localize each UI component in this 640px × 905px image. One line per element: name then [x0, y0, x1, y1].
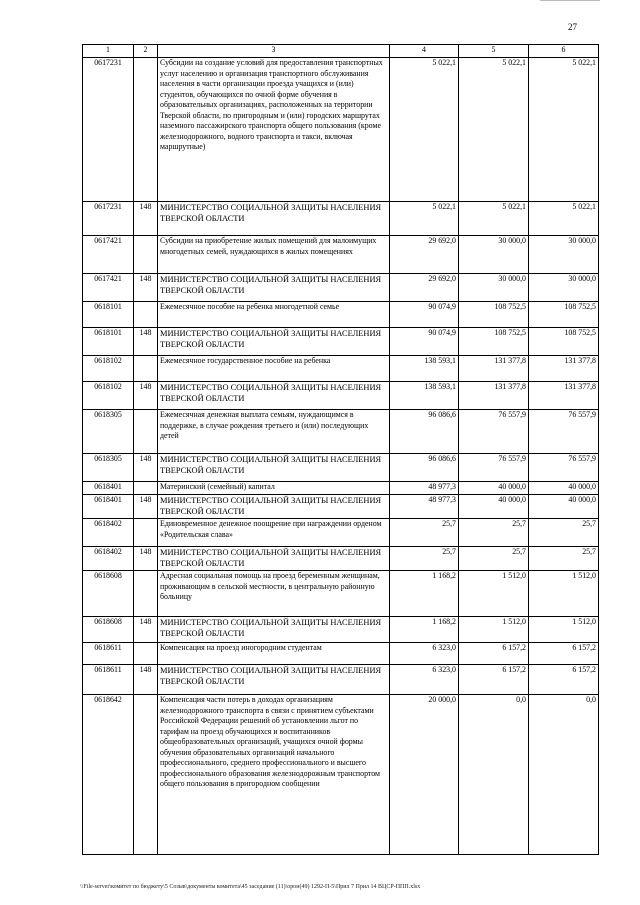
row-dept-code: [134, 302, 158, 328]
row-value-col6: 1 512,0: [529, 617, 599, 643]
row-value-col6: 131 377,8: [529, 356, 599, 382]
column-header: 2: [134, 45, 158, 58]
table-row: [83, 547, 599, 571]
row-dept-code: 148: [134, 274, 158, 302]
row-code: 0618102: [83, 356, 134, 382]
row-value-col4: 1 168,2: [390, 617, 459, 643]
table-row: [83, 482, 599, 495]
row-value-col6: 5 022,1: [529, 58, 599, 202]
row-value-col4: 90 074,9: [390, 302, 459, 328]
row-description: МИНИСТЕРСТВО СОЦИАЛЬНОЙ ЗАЩИТЫ НАСЕЛЕНИЯ ТВЕРСКОЙ ОБЛАСТИ: [158, 202, 390, 236]
row-value-col6: 108 752,5: [529, 328, 599, 356]
row-value-col6: 76 557,9: [529, 454, 599, 482]
row-value-col4: 96 086,6: [390, 410, 459, 454]
row-code: 0618401: [83, 482, 134, 495]
row-value-col5: 108 752,5: [459, 302, 529, 328]
row-value-col5: 131 377,8: [459, 356, 529, 382]
row-value-col6: 30 000,0: [529, 274, 599, 302]
table-row: [83, 571, 599, 617]
row-value-col6: 25,7: [529, 547, 599, 571]
row-dept-code: 148: [134, 617, 158, 643]
row-description: Материнский (семейный) капитал: [158, 482, 390, 495]
row-value-col4: 6 323,0: [390, 643, 459, 665]
row-value-col6: 6 157,2: [529, 665, 599, 695]
row-value-col5: 30 000,0: [459, 274, 529, 302]
row-value-col4: 138 593,1: [390, 356, 459, 382]
row-value-col4: 48 977,3: [390, 482, 459, 495]
row-description: МИНИСТЕРСТВО СОЦИАЛЬНОЙ ЗАЩИТЫ НАСЕЛЕНИЯ ТВЕРСКОЙ ОБЛАСТИ: [158, 454, 390, 482]
row-value-col4: 29 692,0: [390, 236, 459, 274]
row-value-col4: 90 074,9: [390, 328, 459, 356]
row-value-col5: 0,0: [459, 695, 529, 855]
row-dept-code: 148: [134, 547, 158, 571]
row-value-col5: 25,7: [459, 519, 529, 547]
row-description: МИНИСТЕРСТВО СОЦИАЛЬНОЙ ЗАЩИТЫ НАСЕЛЕНИЯ ТВЕРСКОЙ ОБЛАСТИ: [158, 328, 390, 356]
row-dept-code: [134, 410, 158, 454]
row-value-col6: 5 022,1: [529, 202, 599, 236]
row-value-col5: 108 752,5: [459, 328, 529, 356]
row-dept-code: [134, 695, 158, 855]
row-dept-code: 148: [134, 202, 158, 236]
table-row: [83, 302, 599, 328]
row-value-col5: 6 157,2: [459, 643, 529, 665]
row-dept-code: [134, 643, 158, 665]
row-code: 0618305: [83, 454, 134, 482]
row-code: 0618102: [83, 382, 134, 410]
row-value-col4: 29 692,0: [390, 274, 459, 302]
page-number: 27: [568, 22, 577, 32]
row-value-col5: 40 000,0: [459, 495, 529, 519]
row-value-col5: 5 022,1: [459, 202, 529, 236]
table-row: [83, 202, 599, 236]
row-code: 0618608: [83, 617, 134, 643]
row-code: 0618402: [83, 547, 134, 571]
row-value-col5: 40 000,0: [459, 482, 529, 495]
table-row: [83, 328, 599, 356]
row-code: 0618608: [83, 571, 134, 617]
row-description: МИНИСТЕРСТВО СОЦИАЛЬНОЙ ЗАЩИТЫ НАСЕЛЕНИЯ ТВЕРСКОЙ ОБЛАСТИ: [158, 382, 390, 410]
table-row: [83, 519, 599, 547]
row-description: МИНИСТЕРСТВО СОЦИАЛЬНОЙ ЗАЩИТЫ НАСЕЛЕНИЯ ТВЕРСКОЙ ОБЛАСТИ: [158, 274, 390, 302]
row-dept-code: [134, 519, 158, 547]
row-value-col6: 6 157,2: [529, 643, 599, 665]
row-description: Субсидии на приобретение жилых помещений для малоимущих многодетных семей, нуждающихся в жилых помещениях: [158, 236, 390, 274]
row-description: МИНИСТЕРСТВО СОЦИАЛЬНОЙ ЗАЩИТЫ НАСЕЛЕНИЯ ТВЕРСКОЙ ОБЛАСТИ: [158, 617, 390, 643]
row-value-col6: 1 512,0: [529, 571, 599, 617]
table-row: [83, 454, 599, 482]
row-code: 0618611: [83, 643, 134, 665]
row-description: Ежемесячная денежная выплата семьям, нуждающимся в поддержке, в случае рождения третьего и (или) последующих детей: [158, 410, 390, 454]
table-row: [83, 665, 599, 695]
row-code: 0617421: [83, 274, 134, 302]
row-code: 0618305: [83, 410, 134, 454]
table-row: [83, 274, 599, 302]
header-row: [83, 45, 599, 58]
column-header: 6: [529, 45, 599, 58]
row-value-col4: 25,7: [390, 519, 459, 547]
row-value-col5: 131 377,8: [459, 382, 529, 410]
row-dept-code: [134, 482, 158, 495]
row-description: Единовременное денежное поощрение при награждении орденом «Родительская слава»: [158, 519, 390, 547]
table-body: [83, 58, 599, 855]
row-value-col6: 40 000,0: [529, 495, 599, 519]
row-dept-code: 148: [134, 665, 158, 695]
row-value-col6: 40 000,0: [529, 482, 599, 495]
column-header: 1: [83, 45, 134, 58]
row-description: МИНИСТЕРСТВО СОЦИАЛЬНОЙ ЗАЩИТЫ НАСЕЛЕНИЯ ТВЕРСКОЙ ОБЛАСТИ: [158, 665, 390, 695]
row-value-col5: 30 000,0: [459, 236, 529, 274]
row-description: Ежемесячное пособие на ребенка многодетной семье: [158, 302, 390, 328]
table-row: [83, 617, 599, 643]
row-value-col5: 1 512,0: [459, 617, 529, 643]
table-row: [83, 356, 599, 382]
row-code: 0618611: [83, 665, 134, 695]
row-value-col6: 76 557,9: [529, 410, 599, 454]
row-code: 0617231: [83, 202, 134, 236]
table-row: [83, 236, 599, 274]
row-code: 0617231: [83, 58, 134, 202]
row-code: 0618402: [83, 519, 134, 547]
row-dept-code: 148: [134, 382, 158, 410]
table-row: [83, 58, 599, 202]
row-description: Субсидии на создание условий для предоставления транспортных услуг населению и организация транспортного обслуживания населения в части организации проезда учащихся и (или) студентов, обучающихся по очной форме обучения в образовательных организациях, расположенных на территории Тверской области, по пригородным и (или) городских маршрутах наземного пассажирского транспорта общего пользования (кроме железнодорожного, водного транспорта и такси, включая маршрутные): [158, 58, 390, 202]
row-value-col6: 0,0: [529, 695, 599, 855]
row-dept-code: [134, 356, 158, 382]
row-description: Компенсация части потерь в доходах организациям железнодорожного транспорта в связи с принятием субъектами Российской Федерации решений об установлении льгот по тарифам на проезд обучающихся и воспитанников общеобразовательных организаций, учащихся очной формы обучения образовательных организаций начального профессионального, среднего профессионального и высшего профессионального образования железнодорожным транспортом общего пользования в пригородном сообщении: [158, 695, 390, 855]
row-value-col4: 96 086,6: [390, 454, 459, 482]
row-value-col5: 5 022,1: [459, 58, 529, 202]
table-row: [83, 495, 599, 519]
row-value-col5: 76 557,9: [459, 410, 529, 454]
table-row: [83, 410, 599, 454]
row-value-col5: 25,7: [459, 547, 529, 571]
table-row: [83, 695, 599, 855]
row-value-col4: 5 022,1: [390, 58, 459, 202]
table-row: [83, 643, 599, 665]
row-value-col4: 25,7: [390, 547, 459, 571]
row-value-col6: 131 377,8: [529, 382, 599, 410]
row-value-col6: 25,7: [529, 519, 599, 547]
row-value-col4: 1 168,2: [390, 571, 459, 617]
row-code: 0618101: [83, 328, 134, 356]
top-edge-mark: [540, 0, 600, 4]
row-value-col4: 138 593,1: [390, 382, 459, 410]
row-value-col5: 6 157,2: [459, 665, 529, 695]
row-code: 0617421: [83, 236, 134, 274]
row-code: 0618401: [83, 495, 134, 519]
row-description: МИНИСТЕРСТВО СОЦИАЛЬНОЙ ЗАЩИТЫ НАСЕЛЕНИЯ ТВЕРСКОЙ ОБЛАСТИ: [158, 495, 390, 519]
column-header: 5: [459, 45, 529, 58]
row-value-col4: 6 323,0: [390, 665, 459, 695]
column-header: 3: [158, 45, 390, 58]
row-value-col6: 108 752,5: [529, 302, 599, 328]
row-description: Ежемесячное государственное пособие на ребенка: [158, 356, 390, 382]
row-dept-code: 148: [134, 454, 158, 482]
row-description: МИНИСТЕРСТВО СОЦИАЛЬНОЙ ЗАЩИТЫ НАСЕЛЕНИЯ ТВЕРСКОЙ ОБЛАСТИ: [158, 547, 390, 571]
row-value-col4: 5 022,1: [390, 202, 459, 236]
row-value-col4: 20 000,0: [390, 695, 459, 855]
column-header: 4: [390, 45, 459, 58]
row-value-col5: 1 512,0: [459, 571, 529, 617]
row-code: 0618101: [83, 302, 134, 328]
row-description: Адресная социальная помощь на проезд беременным женщинам, проживающим в сельской местности, в центральную районную больницу: [158, 571, 390, 617]
budget-table: [82, 44, 599, 855]
row-dept-code: [134, 571, 158, 617]
row-description: Компенсация на проезд иногородним студентам: [158, 643, 390, 665]
row-dept-code: [134, 58, 158, 202]
row-value-col4: 48 977,3: [390, 495, 459, 519]
row-dept-code: [134, 236, 158, 274]
file-path-footer: \\File-server\комитет по бюджету\5 Созыв\документы комитета\45 заседание (11)\орон(49) 1292-П-5\Прил 7 Прил 14 ВЦСР-ППП.xlsx: [80, 884, 421, 890]
table-row: [83, 382, 599, 410]
row-value-col6: 30 000,0: [529, 236, 599, 274]
row-code: 0618642: [83, 695, 134, 855]
row-value-col5: 76 557,9: [459, 454, 529, 482]
row-dept-code: 148: [134, 495, 158, 519]
row-dept-code: 148: [134, 328, 158, 356]
